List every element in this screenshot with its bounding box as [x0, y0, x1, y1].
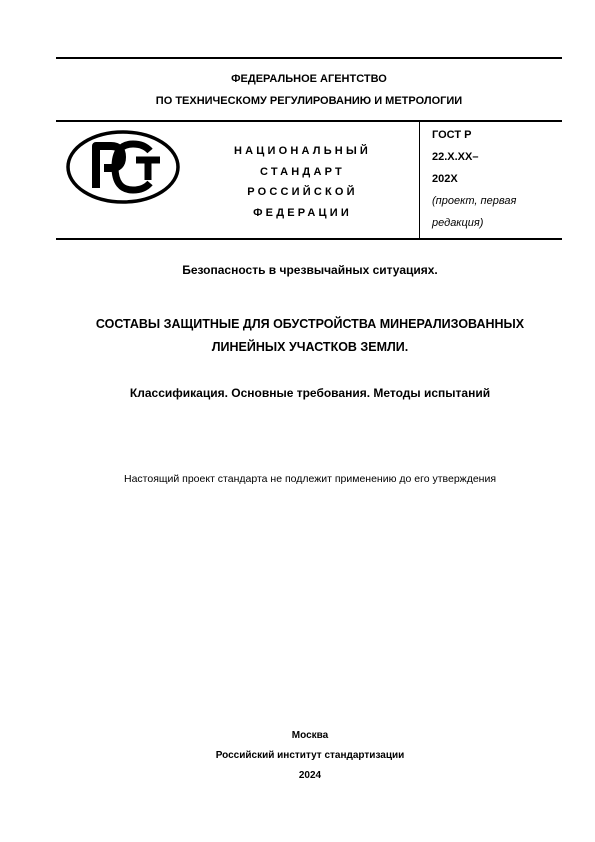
standard-rule: [56, 238, 562, 240]
gost-note-line-2: редакция): [432, 217, 484, 229]
national-line-2: СТАНДАРТ: [260, 165, 345, 178]
top-rule: [56, 57, 562, 59]
national-line-3: РОССИЙСКОЙ: [247, 186, 358, 198]
gost-designation: [432, 124, 557, 234]
document-subtitle: Классификация. Основные требования. Методы испытаний: [129, 386, 491, 400]
imprint-publisher: Российский институт стандартизации: [215, 750, 405, 761]
imprint-city: Москва: [291, 730, 329, 741]
document-title-line-2a: СОСТАВЫ ЗАЩИТНЫЕ ДЛЯ ОБУСТРОЙСТВА МИНЕРАЛИЗОВАННЫХ: [95, 317, 525, 331]
gost-divider: [419, 121, 420, 239]
gost-note-line-1: (проект, первая: [432, 195, 517, 207]
rst-logo-svg: [66, 130, 180, 204]
gost-line-3: 202Х: [432, 173, 458, 185]
national-line-4: ФЕДЕРАЦИИ: [253, 206, 352, 219]
agency-header: [56, 68, 562, 112]
imprint-year: 2024: [298, 770, 322, 781]
agency-line-1: ФЕДЕРАЛЬНОЕ АГЕНТСТВО: [231, 73, 387, 85]
rst-certification-logo-icon: [66, 130, 180, 204]
national-standard-block: [215, 141, 390, 223]
document-title-line-1: Безопасность в чрезвычайных ситуациях.: [182, 263, 438, 277]
agency-line-2: ПО ТЕХНИЧЕСКОМУ РЕГУЛИРОВАНИЮ И МЕТРОЛОГИИ: [155, 95, 463, 107]
gost-line-2: 22.Х.ХХ–: [432, 151, 479, 163]
header-rule: [56, 120, 562, 122]
document-title-main: [40, 313, 580, 359]
document-title-line-2b: ЛИНЕЙНЫХ УЧАСТКОВ ЗЕМЛИ.: [211, 340, 409, 354]
imprint: [40, 726, 580, 786]
gost-line-1: ГОСТ Р: [432, 129, 472, 141]
national-line-1: НАЦИОНАЛЬНЫЙ: [233, 145, 372, 157]
draft-notice: Настоящий проект стандарта не подлежит применению до его утверждения: [123, 473, 497, 485]
